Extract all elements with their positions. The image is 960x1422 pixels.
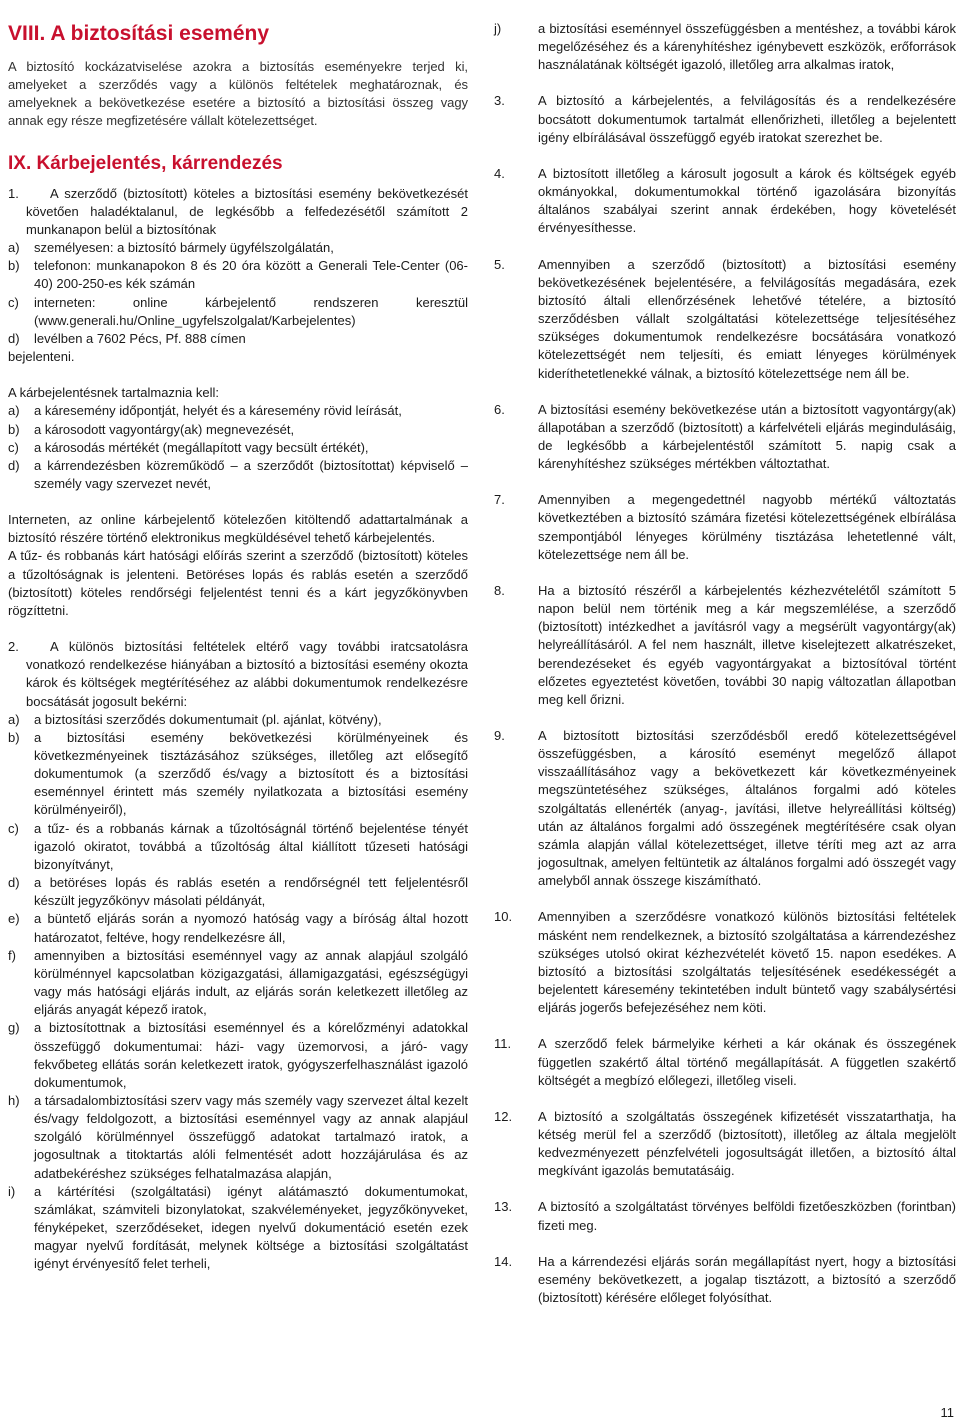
fire-paragraph: A tűz- és robbanás kárt hatósági előírás szerint a szerződő (biztosított) köteles a tűzoltóságnak is jelenteni. Betöréses lopás és rablás esetén a szerződő (biztosított) köteles rendőrségi feljelentést tenni és a kárt jegyzőkönyvben rögzíttetni. — [8, 548, 468, 618]
list-item: c) interneten: online kárbejelentő rendszeren keresztül (www.generali.hu/Online_ugyfelszolgalat/Karbejelentes) — [8, 294, 468, 328]
list-item: d) a kárrendezésben közreműködő – a szerződőt (biztosítottat) képviselő – személy vagy szervezet nevét, — [8, 457, 468, 491]
ix-item-1 — [8, 185, 468, 239]
item-1-text: A szerződő (biztosított) köteles a biztosítási esemény bekövetkezését követően haladéktalanul, de legkésőbb a felfedezésétől számított 2 munkanapon belül a biztosítónak — [26, 185, 468, 237]
list-item: e) a büntető eljárás során a nyomozó hatóság vagy a bíróság által hozott határozatot, feltéve, hogy rendelkezésre áll, — [8, 911, 468, 945]
page-number: 11 — [940, 1405, 954, 1420]
right-column — [494, 20, 956, 1325]
right-item-10: 10. Amennyiben a szerződésre vonatkozó különös biztosítási feltételek másként nem rendelkeznek, a biztosító szolgáltatása a kárrendezéshez szükséges utolsó okirat kézhezvételét követő 15. napon esedékes. A biztosító a biztosítási szolgáltatás teljesítésének esedékességét a bejelentett káresemény tekintetében indult büntető vagy szabálysértési eljárás jogerős befejezéséhez nem köti. — [494, 909, 956, 1016]
contents-intro: A kárbejelentésnek tartalmaznia kell: — [8, 385, 220, 401]
list-item: b) a biztosítási esemény bekövetkezési körülményeinek és következményeinek tisztázásához szükséges, illetőleg azt elősegítő dokumentumok (a szerződő és/vagy a biztosított és a biztosítási eseménnyel érintett más személy nyilatkozata a biztosítási esemény körülményeiről), — [8, 729, 468, 818]
right-item-7: 7. Amennyiben a megengedettnél nagyobb mértékű változtatás következtében a biztosító számára fizetési kötelezettségének elbírálása szempontjából lényeges körülmény tisztázása lehetetlenné vált, kötelezettsége nem áll be. — [494, 492, 956, 562]
right-item-8: 8. Ha a biztosító részéről a kárbejelentés kézhezvételétől számított 5 napon belül nem történik meg a kár megszemlélése, a szerződő (biztosított) intézkedhet a javításról vagy a megsérült vagyontárgy(ak) helyreállításáról. A fel nem használt, illetve kiselejtezett alkatrészeket, berendezéseket és egyéb vagyontárgyakat a biztosítóval történt előzetes egyeztetést követően, további 30 napig változatlan állapotban meg kell őrizni. — [494, 582, 956, 707]
list-item: i) a kártérítési (szolgáltatási) igényt alátámasztó dokumentumokat, számlákat, számviteli bizonylatokat, szakvéleményeket, jegyzőkönyveket, fényképeket, szerződéseket, idegen nyelvű dokumentáció esetén ezek magyar nyelvű fordítását, melynek költsége a biztosítási szolgáltatást igényt érvényesítő felet terheli, — [8, 1183, 468, 1272]
list-item: d) levélben a 7602 Pécs, Pf. 888 címen — [8, 330, 246, 346]
item-number: 2. — [8, 639, 19, 655]
right-item-4: 4. A biztosított illetőleg a károsult jogosult a károk és költségek egyéb okmányokkal, dokumentumokkal történő igazolására bizonyítás általános szabályai szerint annak érdekében, hogy követelését érvényesíthesse. — [494, 165, 956, 236]
list-item: h) a társadalombiztosítási szerv vagy más személy vagy szervezet által kezelt és/vagy feldolgozott, a biztosítási eseménnyel vagy az annak alapjául szolgáló körülménnyel összefüggő adatokat tartalmazó iratok, a jogosultnak a titoktartás alóli felmentését adott hozzájárulása és az adatbekéréshez szükséges felhatalmazása alapján, — [8, 1092, 468, 1181]
section-heading-ix: IX. Kárbejelentés, kárrendezés — [8, 152, 283, 174]
list-item: d) a betöréses lopás és rablás esetén a rendőrségnél tett feljelentésről készült jegyzőkönyv másolati példányát, — [8, 875, 468, 909]
list-item: f) amennyiben a biztosítási eseménnyel vagy az annak alapjául szolgáló körülménnyel kapcsolatban közigazgatási, államigazgatási, egészségügyi vagy más hatósági eljárás indult, az eljárás során keletkezett illetőleg az eljárás anyagát képező iratok, — [8, 947, 468, 1018]
list-item: c) a tűz- és a robbanás kárnak a tűzoltóságnál történő bejelentése tényét igazoló okiratot, továbbá a tűzoltóság által kiállított tűzeseti hatósági bizonyítványt, — [8, 820, 468, 872]
section-viii-intro: A biztosító kockázatviselése azokra a biztosítás eseményekre terjed ki, amelyeket a szerződés vagy a különös feltételek meghatároznak, és amelyeknek a bekövetkezése esetére a biztosító a biztosítási összeg vagy annak egy része megfizetésére vállalt kötelezettséget. — [8, 59, 468, 129]
item-1-tail: bejelenteni. — [8, 349, 75, 365]
list-item: a) a káresemény időpontját, helyét és a káresemény rövid leírását, — [8, 403, 402, 419]
list-item: c) a károsodás mértékét (megállapított vagy becsült értékét), — [8, 439, 369, 455]
right-item-3: 3. A biztosító a kárbejelentés, a felvilágosítás és a rendelkezésére bocsátott dokumentumok tartalmát ellenőrizheti, illetőleg a bejelentett igény elbírálásával összefüggő egyéb iratokat szerezhet be. — [494, 93, 956, 145]
right-item-9: 9. A biztosított biztosítási szerződésből eredő kötelezettségével összefüggésben, a károsító eseményt megelőző állapot visszaállításához vagy a bekövetkezett kár következményeinek megszüntetéséhez szükséges, általános forgalmi adó köteles szolgáltatás ellenérték (anyag-, javítási, illetve helyreállítási költség) után az általános forgalmi adó összegének megtérítésére csak olyan számla alapján vállal kötelezettséget, illetve téríti meg azt az arra jogosultnak, amelyen feltüntetik az általános forgalmi adó összegét vagy amelyből annak összege kiszámítható. — [494, 728, 956, 889]
item-number: 1. — [8, 185, 19, 201]
list-item: a) a biztosítási szerződés dokumentumait (pl. ajánlat, kötvény), — [8, 711, 382, 727]
right-item-14: 14. Ha a kárrendezési eljárás során megállapítást nyert, hogy a biztosítási esemény bekövetkezett, a jogalap tisztázott, a biztosító a szerződő (biztosított) kérésére előleget folyósíthat. — [494, 1253, 956, 1306]
left-column — [8, 20, 468, 1274]
ix-item-2 — [8, 638, 468, 711]
list-item: a) személyesen: a biztosító bármely ügyfélszolgálatán, — [8, 240, 334, 256]
right-item-13: 13. A biztosító a szolgáltatást törvényes belföldi fizetőeszközben (forintban) fizeti meg. — [494, 1199, 956, 1233]
section-heading-viii: VIII. A biztosítási esemény — [8, 22, 270, 45]
right-item-6: 6. A biztosítási esemény bekövetkezése után a biztosított vagyontárgy(ak) állapotában a szerződő (biztosított) a kárfelvételi eljárás megindulásáig, de legkésőbb a kárbejelentéstől számított 5. napig csak a kárenyhítéshez szükséges mértékben változtathat. — [494, 401, 956, 472]
internet-paragraph: Interneten, az online kárbejelentő kötelezően kitöltendő adattartalmának a biztosító részére történő elektronikus megküldésével tehető kárbejelentés. — [8, 512, 468, 546]
list-item: b) a károsodott vagyontárgy(ak) megnevezését, — [8, 421, 295, 437]
list-item: g) a biztosítottnak a biztosítási eseménnyel és a kórelőzményi adatokkal összefüggő dokumentumai: házi- vagy üzemorvosi, a járó- vagy fekvőbeteg ellátás során keletkezett iratok, gyógyszerfelhasználást igazoló dokumentumok, — [8, 1020, 468, 1090]
right-item-11: 11. A szerződő felek bármelyike kérheti a kár okának és összegének független szakértő által történő megállapítását. A független szakértő költségét a megbízó előlegezi, illetőleg viseli. — [494, 1036, 956, 1088]
right-item-12: 12. A biztosító a szolgáltatás összegének kifizetését visszatarthatja, ha kétség merül fel a szerződő (biztosított), illetőleg az általa megjelölt kedvezményezett pénzfelvételi jogosultságát illetően, a biztosító által megkívánt igazolás bemutatásáig. — [494, 1108, 956, 1179]
right-item-j: j) a biztosítási eseménnyel összefüggésben a mentéshez, a további károk megelőzéséhez és a kárenyhítéshez igénybevett eszközök, erőforrások használatának költségét igazoló, illetőleg arra alkalmas iratok, — [494, 21, 956, 73]
right-item-5: 5. Amennyiben a szerződő (biztosított) a biztosítási esemény bekövetkezésének bejelentésére, a felvilágosítás megadására, ezek biztosító általi ellenőrzésének lehetővé tételére, a biztosító szerződésben vállalt szolgáltatási kötelezettsége teljesítéséhez szükséges dokumentumok rendelkezésre bocsátására vonatkozó kötelezettségét nem teljesíti, és emiatt lényeges körülmények kideríthetetlenekké válnak, a biztosító kötelezettsége nem áll be. — [494, 256, 956, 381]
list-item: b) telefonon: munkanapokon 8 és 20 óra között a Generali Tele-Center (06-40) 200-250-es kék számán — [8, 258, 468, 292]
item-2-text: A különös biztosítási feltételek eltérő vagy további iratcsatolásra vonatkozó rendelkezése hiányában a biztosító a biztosítási esemény okozta károk és költségek megtérítéséhez az alábbi dokumentumok rendelkezésre bocsátását jogosult bekérni: — [26, 639, 468, 709]
